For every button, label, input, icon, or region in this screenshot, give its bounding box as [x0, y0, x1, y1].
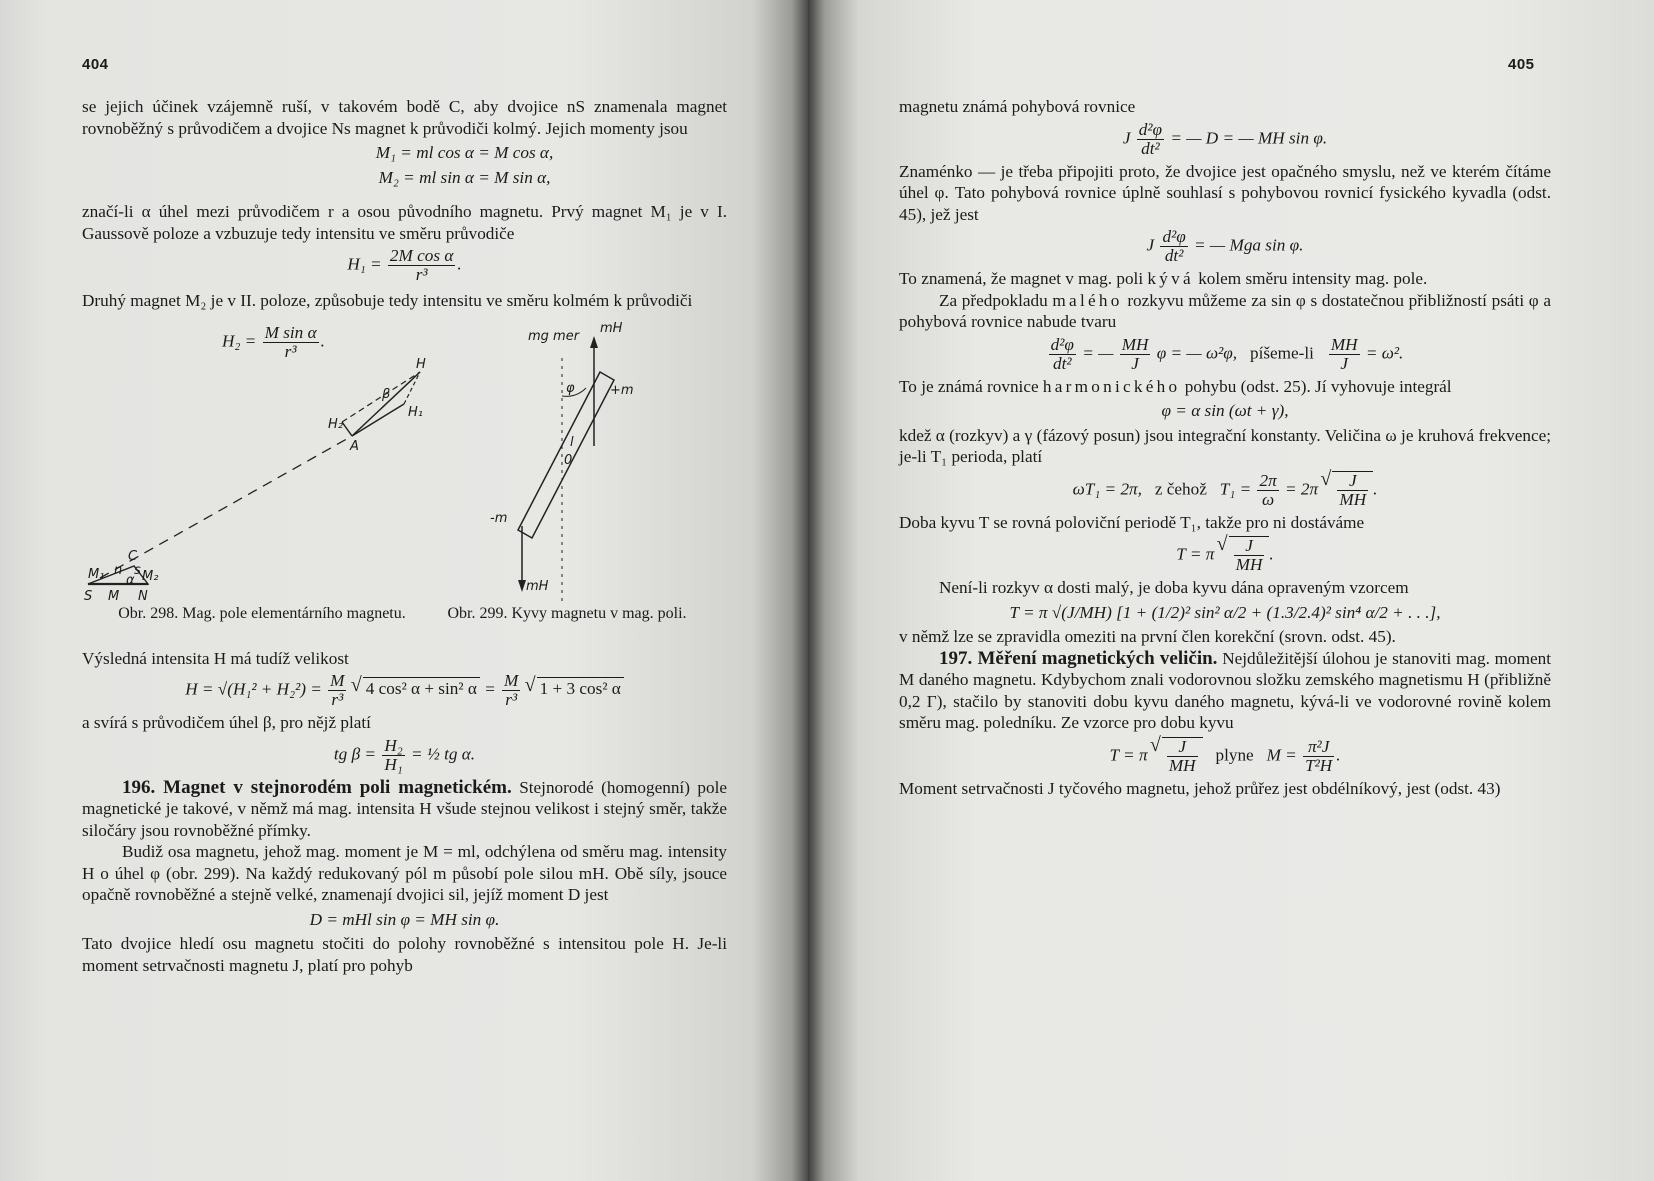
- label-minus-m: -m: [490, 510, 508, 526]
- section-text: Nejdůležitější úlohou je stanoviti mag. moment M daného magnetu. Kdybychom znali vodorovnou složku zemského magnetismu H (přibližně 0,2 Γ), stačilo by stanoviti dobu kyvu daného magnetu, kývá-li ve vodorovné rovině kolem směru mag. poledníku. Ze vzorce pro dobu kyvu: [899, 648, 1552, 732]
- spaced-text: harmonického: [1042, 376, 1181, 396]
- eq-word: plyne: [1215, 744, 1254, 764]
- eq-part: T = π: [1109, 744, 1148, 764]
- label-n: n: [114, 562, 123, 578]
- left-page-text: [82, 96, 727, 976]
- paragraph: Není-li rozkyv α dosti malý, je doba kyvu dána opraveným vzorcem: [939, 578, 1409, 597]
- paragraph: Druhý magnet M₂ je v II. poloze, způsobuje tedy intensitu ve směru kolmém k průvodiči: [82, 291, 693, 310]
- equation-h2: H₂ = $\frac{\text{M sin α}}{\text{r³}}$ .: [222, 322, 325, 361]
- vector-h2: [342, 422, 352, 436]
- label-beta: β: [382, 386, 391, 402]
- figure-298: [84, 357, 426, 604]
- numerator: d²φ: [1162, 227, 1186, 246]
- section-text: Stejnorodé (homogenní) pole magnetické je takové, v němž má mag. intensita H všude stejnou velikost i stejný směr, takže siločáry jsou rovnoběžné přímky.: [82, 777, 728, 840]
- paragraph: [899, 268, 1551, 290]
- paragraph: Tato dvojice hledí osu magnetu stočiti do polohy rovnoběžné s intensitou pole H. Je-li moment setrvačnosti magnetu J, platí pro pohyb: [82, 934, 727, 975]
- numerator: H₂: [384, 735, 403, 755]
- text: kolem směru intensity mag. pole.: [1198, 269, 1428, 288]
- label-h1: H₁: [408, 404, 423, 420]
- numerator: M: [504, 671, 519, 690]
- page-number-left: 404: [82, 56, 109, 73]
- equation-1: [899, 121, 1551, 158]
- fraction: [1329, 336, 1360, 373]
- eq-word: píšeme-li: [1249, 342, 1314, 362]
- arrowhead: [590, 336, 598, 348]
- equation-8: T = π √ $\frac{J}{MH}$ plyne M = $\frac{\text{π²J}}{\text{T²H}}$ .: [899, 737, 1551, 775]
- numerator: 2π: [1259, 470, 1277, 490]
- numerator: √ J: [1234, 537, 1265, 556]
- spaced-text: kývá: [1147, 269, 1194, 288]
- eq-lhs: J: [1122, 127, 1131, 147]
- section-196: [82, 777, 727, 842]
- page-number-right: 405: [1508, 56, 1535, 73]
- text: To je známá rovnice: [899, 376, 1039, 396]
- label-alpha: α: [126, 572, 135, 588]
- label-h2: H₂: [328, 416, 343, 432]
- denominator: T²H: [1305, 755, 1333, 775]
- eq-equals: =: [484, 679, 496, 699]
- denominator: r³: [505, 690, 518, 709]
- eq-rhs: = — Mga sin φ.: [1194, 235, 1304, 255]
- paragraph: se jejich účinek vzájemně ruší, v takovém bodě C, aby dvojice nS znamenala magnet rovnoběžný s průvodičem a dvojice Ns magnet k průvodiči kolmý. Jejich momenty jsou: [82, 97, 727, 138]
- label-h: H: [416, 356, 426, 372]
- label-m: M: [108, 588, 120, 604]
- fraction: [1120, 336, 1151, 373]
- eq-lhs: J: [1146, 235, 1155, 255]
- eq-word: z čehož: [1154, 478, 1207, 498]
- eq-part: = —: [1082, 342, 1114, 362]
- eq-part: H = √(H₁² + H₂²) =: [185, 679, 322, 699]
- equation-4: φ = α sin (ωt + γ),: [1161, 401, 1289, 420]
- right-page: [808, 0, 1654, 1181]
- fraction: [1303, 738, 1334, 775]
- label-phi: φ: [566, 380, 575, 396]
- paragraph: magnetu známá pohybová rovnice: [899, 97, 1136, 116]
- equation-7: T = π √(J/MH) [1 + (1/2)² sin² α/2 + (1.3/2.4)² sin⁴ α/2 + . . .],: [1009, 602, 1441, 622]
- root: √ 1 + 3 cos² α: [537, 677, 624, 700]
- eq-part: = ω².: [1365, 342, 1404, 362]
- root: [1162, 737, 1203, 775]
- left-page: [0, 0, 808, 1181]
- label-o: 0: [564, 452, 573, 468]
- fraction: [1049, 336, 1076, 373]
- eq-rhs: = — D = — MH sin φ.: [1170, 127, 1328, 147]
- vector-h: [352, 372, 420, 436]
- paragraph: Budiž osa magnetu, jehož mag. moment je M = ml, odchýlena od směru mag. intensity H o úhel φ (obr. 299). Na každý redukovaný pól m působí pole silou mH. Obě síly, jsouce opačně rovnoběžné a stejně velké, znamenají dvojici sil, jejíž moment D jest: [82, 842, 727, 904]
- paragraph: [899, 376, 1551, 398]
- paragraph: kdež α (rozkyv) a γ (fázový posun) jsou integrační konstanty. Veličina ω je kruhová frekvence; je-li T₁ perioda, platí: [899, 425, 1551, 466]
- section-title: 196. Magnet v stejnorodém poli magnetickém.: [122, 776, 512, 798]
- denominator: ω: [1262, 489, 1275, 509]
- eq-rhs: = ½ tg α.: [411, 743, 476, 763]
- paragraph: v němž lze se zpravidla omeziti na první člen korekční (srovn. odst. 45).: [899, 627, 1396, 646]
- label-plus-m: +m: [610, 382, 634, 398]
- numerator: M sin α: [264, 322, 317, 342]
- numerator: d²φ: [1138, 119, 1163, 139]
- figure-drawings: [82, 316, 727, 626]
- numerator: MH: [1121, 334, 1149, 354]
- figure-299: [490, 321, 634, 602]
- label-l: l: [570, 434, 574, 450]
- fraction: [502, 672, 520, 709]
- label-mg-mer: mg mer: [528, 328, 580, 344]
- label-mh-bottom: mH: [526, 578, 549, 594]
- figures-298-299: [82, 316, 727, 626]
- label-c: C: [128, 548, 138, 564]
- denominator: J: [1131, 353, 1139, 373]
- fraction: [1137, 121, 1164, 158]
- denominator: r³: [331, 690, 344, 709]
- spaced-text: malého: [1052, 290, 1123, 310]
- right-page-text: [899, 96, 1551, 799]
- label-m2: M₂: [142, 568, 159, 584]
- paragraph: značí-li α úhel mezi průvodičem r a osou původního magnetu. Prvý magnet M₁ je v I. Gaussově poloze a vzbuzuje tedy intensitu ve směru průvodiče: [82, 202, 727, 243]
- fraction: [328, 672, 346, 709]
- text: To znamená, že magnet v mag. poli: [899, 269, 1144, 288]
- equation-6: T = π √ $\frac{J}{MH}$ .: [899, 536, 1551, 574]
- eq-lhs: H₁ =: [347, 254, 382, 274]
- paragraph: Moment setrvačnosti J tyčového magnetu, jehož průřez jest obdélníkový, jest (odst. 43): [899, 778, 1501, 798]
- eq-part: T = π: [1176, 544, 1215, 564]
- label-a: A: [350, 438, 359, 454]
- equation-d: D = mHl sin φ = MH sin φ.: [309, 909, 500, 929]
- eq-part: T₁ =: [1219, 478, 1252, 498]
- eq-lhs: H₂ =: [222, 330, 257, 350]
- root: [1229, 536, 1270, 574]
- denominator: r³: [284, 341, 297, 361]
- label-m1: M₁: [88, 566, 105, 582]
- fraction: [1234, 537, 1265, 574]
- label-mh-top: mH: [600, 320, 623, 336]
- numerator: d²φ: [1050, 334, 1074, 354]
- equation-h: [82, 672, 727, 709]
- paragraph: a svírá s průvodičem úhel β, pro nějž platí: [82, 713, 371, 732]
- numerator: 2M cos α: [389, 246, 454, 265]
- denominator: dt²: [1053, 353, 1072, 373]
- denominator: MH: [1168, 755, 1196, 775]
- eq-part: ωT₁ = 2π,: [1072, 478, 1142, 498]
- eq-part: φ = — ω²φ,: [1156, 342, 1238, 362]
- denominator: r³: [415, 265, 428, 284]
- text: pohybu (odst. 25). Jí vyhovuje integrál: [1184, 376, 1452, 396]
- denominator: dt²: [1141, 138, 1160, 158]
- section-197: [899, 648, 1551, 734]
- numerator: M: [330, 671, 345, 690]
- caption-fig-299: Obr. 299. Kyvy magnetu v mag. poli.: [447, 604, 687, 622]
- caption-fig-298: Obr. 298. Mag. pole elementárního magnetu.: [118, 604, 406, 622]
- paragraph: Výsledná intensita H má tudíž velikost: [82, 648, 349, 668]
- denominator: MH: [1235, 555, 1263, 574]
- fraction: [1167, 738, 1198, 775]
- root: √ 4 cos² α + sin² α: [363, 677, 480, 700]
- equation-3: [899, 336, 1551, 373]
- text: Za předpokladu: [939, 290, 1048, 310]
- equation-m2: M₂ = ml sin α = M sin α,: [378, 167, 551, 187]
- vector-h1: [352, 404, 404, 436]
- eq-lhs: tg β =: [333, 743, 377, 763]
- denominator: MH: [1339, 489, 1367, 509]
- numerator: MH: [1330, 334, 1358, 354]
- label-s-pole: S: [84, 588, 93, 604]
- radius-line: [100, 436, 352, 578]
- eq-part: M =: [1266, 744, 1297, 764]
- fraction: [1160, 228, 1187, 265]
- equation-2: [899, 228, 1551, 265]
- fraction: [1257, 472, 1278, 509]
- label-s: s: [134, 562, 141, 578]
- equation-tg: [82, 737, 727, 774]
- denominator: J: [1340, 353, 1349, 373]
- section-title: 197. Měření magnetických veličin.: [939, 647, 1218, 669]
- numerator: π²J: [1303, 738, 1334, 757]
- fraction: [382, 737, 404, 774]
- paragraph: Doba kyvu T se rovná poloviční periodě T₁, takže pro ni dostáváme: [899, 512, 1365, 532]
- label-n-pole: N: [138, 588, 148, 604]
- fraction: [388, 247, 455, 284]
- text: rozkyvu můžeme za sin φ s dostatečnou přibližností psáti φ a pohybová rovnice nabude tvaru: [899, 290, 1552, 331]
- paragraph: [899, 290, 1551, 333]
- root: [1332, 471, 1373, 509]
- fraction: [1337, 472, 1368, 509]
- numerator: √ J: [1337, 472, 1368, 491]
- denominator: dt²: [1164, 246, 1184, 265]
- eq-part: = 2π: [1284, 478, 1319, 498]
- equation-m1: M₁ = ml cos α = M cos α,: [375, 143, 554, 162]
- numerator: √ J: [1167, 738, 1198, 757]
- arrowhead: [518, 580, 526, 592]
- denominator: H₁: [384, 754, 403, 774]
- equation-5: ωT₁ = 2π, z čehož T₁ = $\frac{2\pi}{\omega}$ = 2π √ $\frac{J}{MH}$ .: [899, 471, 1551, 509]
- equation-h1: H₁ = $\frac{\text{2M cos α}}{\text{r³}}$ .: [347, 246, 462, 284]
- paragraph: Znaménko — je třeba připojiti proto, že dvojice jest opačného smyslu, než ve kterém čítáme úhel φ. Tato pohybová rovnice úplně souhlasí s pohybovou rovnicí fysického kyvadla (odst. 45), jež jest: [899, 161, 1551, 224]
